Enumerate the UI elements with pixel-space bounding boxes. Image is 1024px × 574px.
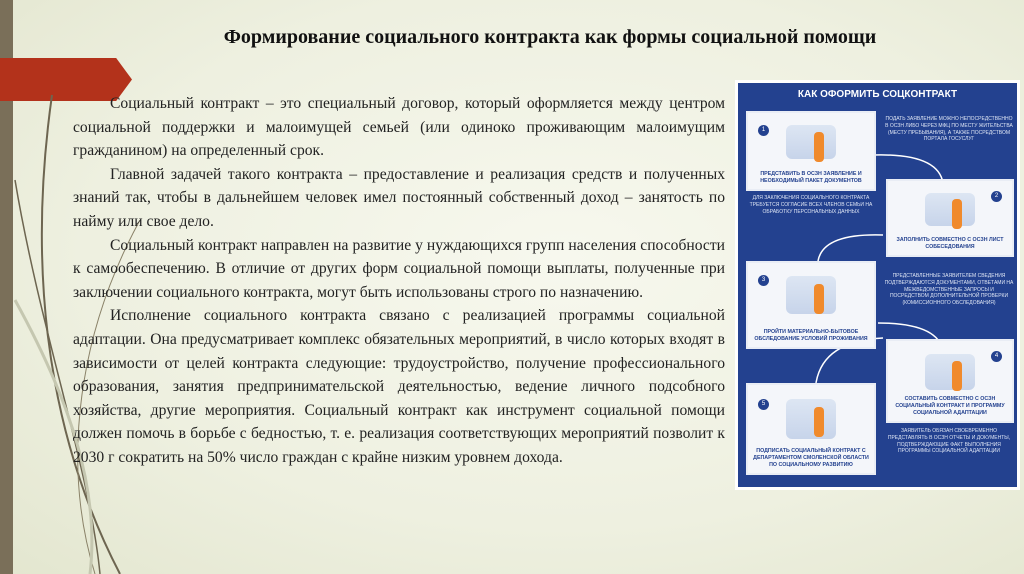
step-number: 3 — [758, 275, 769, 286]
step-card-1 — [746, 111, 876, 191]
step-card-3 — [746, 261, 876, 349]
infographic-title: КАК ОФОРМИТЬ СОЦКОНТРАКТ — [797, 89, 958, 100]
step-label: ЗАПОЛНИТЬ СОВМЕСТНО С ОСЗН ЛИСТ СОБЕСЕДОВАНИЯ — [896, 237, 1004, 251]
step-label: ПРЕДСТАВИТЬ В ОСЗН ЗАЯВЛЕНИЕ И НЕОБХОДИМЫЙ ПАКЕТ ДОКУМЕНТОВ — [760, 171, 862, 185]
slide-title: Формирование социального контракта как формы социальной помощи — [223, 26, 877, 48]
illustration — [786, 125, 836, 159]
step-label: ПОДПИСАТЬ СОЦИАЛЬНЫЙ КОНТРАКТ С ДЕПАРТАМЕНТОМ СМОЛЕНСКОЙ ОБЛАСТИ ПО СОЦИАЛЬНОМУ РАЗВИТИЮ — [753, 448, 869, 469]
note-4: ЗАЯВИТЕЛЬ ОБЯЗАН СВОЕВРЕМЕННО ПРЕДСТАВЛЯТЬ В ОСЗН ОТЧЕТЫ И ДОКУМЕНТЫ, ПОДТВЕРЖДАЮЩИЕ ФАКТ ВЫПОЛНЕНИЯ ПРОГРАММЫ СОЦИАЛЬНОЙ АДАПТАЦИИ — [887, 428, 1011, 455]
infographic — [735, 80, 1020, 490]
step-number: 5 — [758, 399, 769, 410]
illustration — [925, 193, 975, 226]
step-card-5 — [746, 383, 876, 475]
step-label: ПРОЙТИ МАТЕРИАЛЬНО-БЫТОВОЕ ОБСЛЕДОВАНИЕ УСЛОВИЙ ПРОЖИВАНИЯ — [754, 329, 868, 343]
illustration — [786, 399, 836, 439]
note-1: ПОДАТЬ ЗАЯВЛЕНИЕ МОЖНО НЕПОСРЕДСТВЕННО В ОСЗН ЛИБО ЧЕРЕЗ МФЦ ПО МЕСТУ ЖИТЕЛЬСТВА (МЕСТУ ПРЕБЫВАНИЯ), А ТАКЖЕ ПОСРЕДСТВОМ ПОРТАЛА ГОСУСЛУГ — [885, 116, 1013, 143]
step-card-4 — [886, 339, 1014, 423]
step-number: 4 — [991, 351, 1002, 362]
paragraph: Исполнение социального контракта связано с реализацией программы социальной адаптации. Она предусматривает комплекс обязательных мероприятий, в число которых входят в зависимости от целей контракта следующие: трудоустройство, получение профессионального образования, занятия предпринимательской деятельностью, ведение личного подсобного хозяйства, другие мероприятия. Социальный контракт как инструмент социальной помощи должен помочь в борьбе с бедностью, т. е. реализация соответствующих мероприятий позволит к 2030 г сократить на 50% число граждан с крайне низким уровнем дохода. — [73, 307, 725, 466]
step-card-2 — [886, 179, 1014, 257]
paragraph: Социальный контракт – это специальный договор, который оформляется между центром социальной поддержки и малоимущей семьей (или одиноко проживающим малоимущим гражданином) на определенный срок. — [73, 95, 725, 160]
step-label: СОСТАВИТЬ СОВМЕСТНО С ОСЗН СОЦИАЛЬНЫЙ КОНТРАКТ И ПРОГРАММУ СОЦИАЛЬНОЙ АДАПТАЦИИ — [895, 396, 1005, 417]
body-text — [73, 92, 725, 470]
paragraph: Социальный контракт направлен на развитие у нуждающихся групп населения способности к самообеспечению. В отличие от других форм социальной помощи выплаты, полученные при заключении социального контракта, могут быть использованы строго по назначению. — [73, 236, 725, 301]
step-number: 2 — [991, 191, 1002, 202]
note-3: ПРЕДСТАВЛЕННЫЕ ЗАЯВИТЕЛЕМ СВЕДЕНИЯ ПОДТВЕРЖДАЮТСЯ ДОКУМЕНТАМИ, ОТВЕТАМИ НА МЕЖВЕДОМСТВЕННЫЕ ЗАПРОСЫ И ПОСРЕДСТВОМ ДОПОЛНИТЕЛЬНОЙ ПРОВЕРКИ (КОМИССИОННОГО ОБСЛЕДОВАНИЯ) — [884, 273, 1014, 306]
paragraph: Главной задачей такого контракта – предоставление и реализация средств и полученных знаний так, чтобы в дальнейшем человек имел постоянный собственный доход – занятость по найму или свое дело. — [73, 165, 725, 230]
illustration — [786, 276, 836, 314]
step-number: 1 — [758, 125, 769, 136]
note-2: ДЛЯ ЗАКЛЮЧЕНИЯ СОЦИАЛЬНОГО КОНТРАКТА ТРЕБУЕТСЯ СОГЛАСИЕ ВСЕХ ЧЛЕНОВ СЕМЬИ НА ОБРАБОТКУ ПЕРСОНАЛЬНЫХ ДАННЫХ — [749, 195, 873, 215]
illustration — [925, 354, 975, 390]
